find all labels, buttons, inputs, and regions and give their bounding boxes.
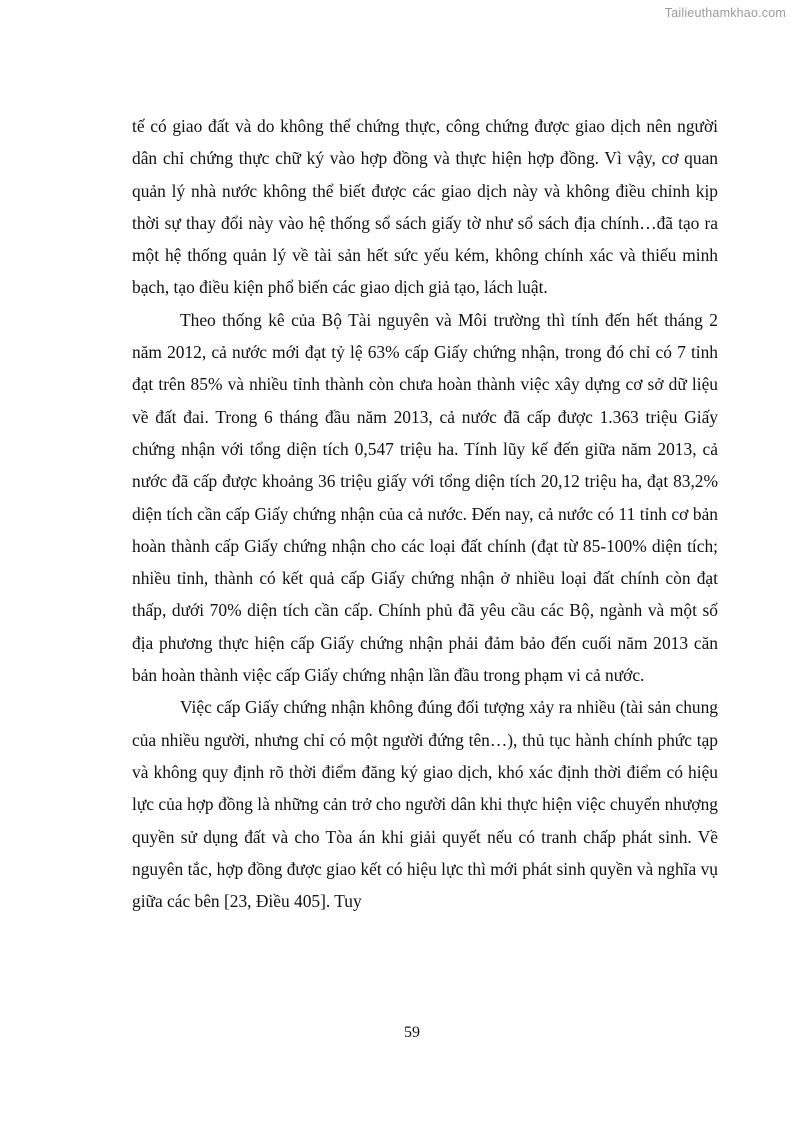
document-body — [132, 110, 718, 917]
page-number: 59 — [404, 1024, 420, 1041]
watermark: Tailieuthamkhao.com — [664, 6, 786, 20]
paragraph-statistics: Theo thống kê của Bộ Tài nguyên và Môi trường thì tính đến hết tháng 2 năm 2012, cả nước mới đạt tỷ lệ 63% cấp Giấy chứng nhận, trong đó chỉ có 7 tỉnh đạt trên 85% và nhiều tỉnh thành còn chưa hoàn thành việc xây dựng cơ sở dữ liệu về đất đai. Trong 6 tháng đầu năm 2013, cả nước đã cấp được 1.363 triệu Giấy chứng nhận với tổng diện tích 0,547 triệu ha. Tính lũy kế đến giữa năm 2013, cả nước đã cấp được khoảng 36 triệu giấy với tổng diện tích 20,12 triệu ha, đạt 83,2% diện tích cần cấp Giấy chứng nhận của cả nước. Đến nay, cả nước có 11 tỉnh cơ bản hoàn thành cấp Giấy chứng nhận cho các loại đất chính (đạt từ 85-100% diện tích; nhiều tỉnh, thành có kết quả cấp Giấy chứng nhận ở nhiều loại đất chính còn đạt thấp, dưới 70% diện tích cần cấp. Chính phủ đã yêu cầu các Bộ, ngành và một số địa phương thực hiện cấp Giấy chứng nhận phải đảm bảo đến cuối năm 2013 căn bản hoàn thành việc cấp Giấy chứng nhận lần đầu trong phạm vi cả nước. — [132, 309, 718, 686]
paragraph-certificate-issues: Việc cấp Giấy chứng nhận không đúng đối tượng xảy ra nhiều (tài sản chung của nhiều người, nhưng chỉ có một người đứng tên…), thủ tục hành chính phức tạp và không quy định rõ thời điểm đăng ký giao dịch, khó xác định thời điểm có hiệu lực của hợp đồng là những cản trở cho người dân khi thực hiện việc chuyển nhượng quyền sử dụng đất và cho Tòa án khi giải quyết nếu có tranh chấp phát sinh. Về nguyên tắc, hợp đồng được giao kết có hiệu lực thì mới phát sinh quyền và nghĩa vụ giữa các bên [23, Điều 405]. Tuy — [132, 697, 718, 912]
paragraph-continuation: tế có giao đất và do không thể chứng thực, công chứng được giao dịch nên người dân chỉ chứng thực chữ ký vào hợp đồng và thực hiện hợp đồng. Vì vậy, cơ quan quản lý nhà nước không thể biết được các giao dịch này và không điều chỉnh kịp thời sự thay đổi này vào hệ thống sổ sách giấy tờ như sổ sách địa chính…đã tạo ra một hệ thống quản lý về tài sản hết sức yếu kém, không chính xác và thiếu minh bạch, tạo điều kiện phổ biến các giao dịch giả tạo, lách luật. — [132, 116, 718, 298]
